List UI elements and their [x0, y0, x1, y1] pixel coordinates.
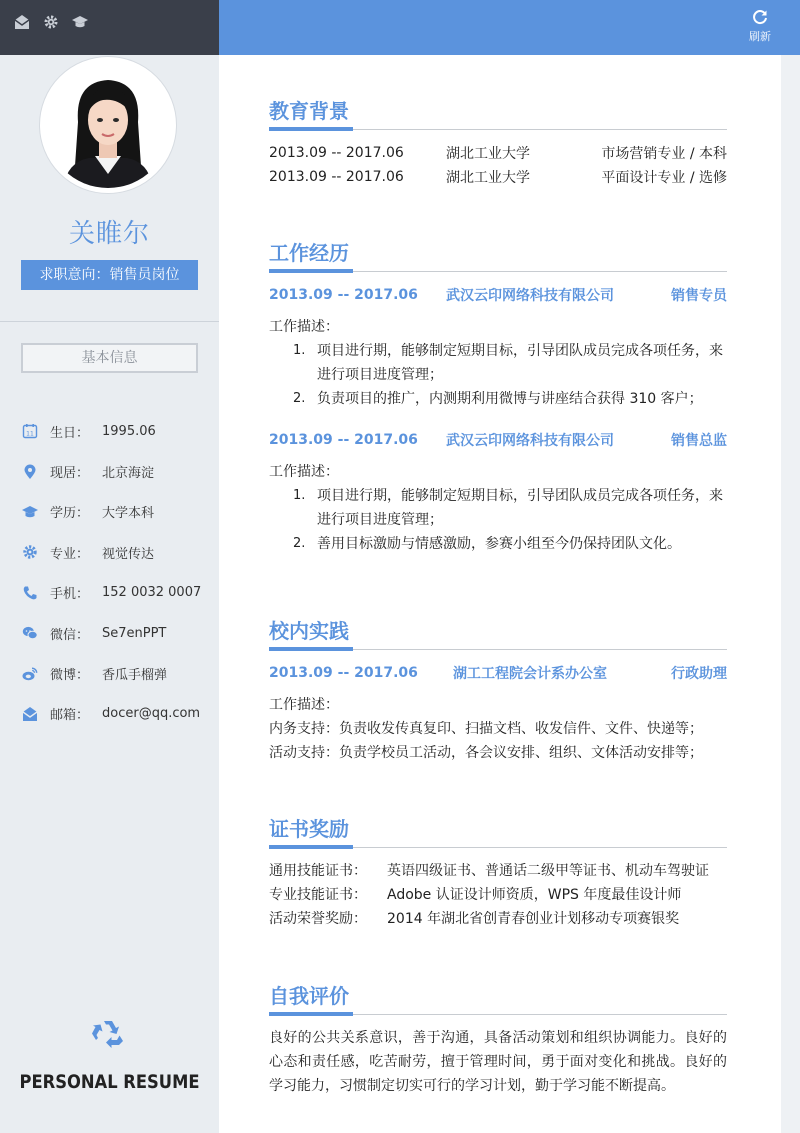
job-duties	[293, 484, 727, 556]
resume-footer-title: PERSONAL RESUME	[19, 1071, 200, 1093]
certificate-label: 活动荣誉奖励：	[269, 911, 367, 927]
section-title: 自我评价	[269, 984, 349, 1008]
certificate-row	[269, 859, 727, 883]
job-header	[269, 283, 727, 307]
period: 2013.09 -- 2017.06	[269, 145, 404, 161]
section-education	[269, 95, 727, 189]
info-value: Se7enPPT	[102, 625, 167, 641]
school: 湖北工业大学	[446, 170, 530, 186]
role: 行政助理	[671, 666, 727, 682]
info-value: docer@qq.com	[102, 706, 201, 722]
sidebar-divider	[0, 321, 219, 322]
list-item	[293, 339, 727, 387]
list-item	[293, 484, 727, 532]
job-intent-badge: 求职意向：销售员岗位	[21, 260, 198, 290]
avatar	[40, 57, 176, 193]
period: 2013.09 -- 2017.06	[269, 432, 418, 448]
section-work	[269, 237, 727, 556]
info-value: 152 0032 0007	[102, 585, 202, 601]
weibo-icon	[22, 666, 38, 682]
period: 2013.09 -- 2017.06	[269, 169, 404, 185]
info-row-email	[22, 694, 212, 734]
section-certificates	[269, 813, 727, 931]
list-number: 2.	[293, 536, 306, 551]
info-value: 香瓜手榴弹	[102, 668, 168, 684]
info-label: 学历：	[50, 506, 90, 522]
basic-info-heading: 基本信息	[21, 343, 198, 373]
wechat-icon	[22, 625, 38, 641]
desc-label: 工作描述：	[269, 697, 339, 713]
desc-label: 工作描述：	[269, 319, 339, 335]
svg-text:11: 11	[26, 430, 34, 438]
refresh-label: 刷新	[749, 30, 771, 43]
info-value: 视觉传达	[102, 546, 155, 562]
section-campus	[269, 615, 727, 765]
role: 销售总监	[671, 433, 727, 449]
refresh-button[interactable]	[742, 8, 778, 44]
certificate-label: 专业技能证书：	[269, 887, 367, 903]
section-rule	[269, 647, 727, 651]
section-title: 教育背景	[269, 99, 349, 123]
list-number: 2.	[293, 391, 306, 406]
job-duties	[293, 339, 727, 411]
period: 2013.09 -- 2017.06	[269, 665, 418, 681]
list-text: 善用目标激励与情感激励，参赛小组至今仍保持团队文化。	[317, 536, 681, 552]
desc-label: 工作描述：	[269, 464, 339, 480]
self-evaluation-text: 良好的公共关系意识，善于沟通，具备活动策划和组织协调能力。良好的心态和责任感，吃苦耐劳，擅于管理时间，勇于面对变化和挑战。良好的学习能力，习惯制定切实可行的学习计划，勤于学习能不断提高。	[269, 1030, 727, 1094]
phone-icon	[22, 585, 38, 601]
major: 市场营销专业 / 本科	[601, 146, 727, 162]
refresh-icon	[751, 8, 769, 26]
section-title: 证书奖励	[269, 817, 349, 841]
company: 武汉云印网络科技有限公司	[446, 433, 614, 449]
page-edge	[781, 55, 800, 1133]
info-label: 微博：	[50, 668, 90, 684]
info-row-major	[22, 532, 212, 572]
organization: 湖工工程院会计系办公室	[453, 666, 607, 682]
school: 湖北工业大学	[446, 146, 530, 162]
list-text: 负责项目的推广，内测期利用微博与讲座结合获得 310 客户；	[317, 391, 703, 407]
top-toolbar-left	[0, 0, 219, 55]
education-row	[269, 165, 727, 189]
section-self-evaluation	[269, 980, 727, 1098]
list-number: 1.	[293, 343, 306, 358]
info-row-phone	[22, 573, 212, 613]
info-label: 微信：	[50, 627, 90, 643]
period: 2013.09 -- 2017.06	[269, 287, 418, 303]
info-value: 大学本科	[102, 506, 155, 522]
job-header	[269, 428, 727, 452]
section-rule	[269, 845, 727, 849]
info-row-wechat	[22, 613, 212, 653]
section-rule	[269, 269, 727, 273]
graduation-icon	[22, 504, 38, 520]
info-label: 专业：	[50, 546, 90, 562]
info-row-education	[22, 492, 212, 532]
certificate-row	[269, 883, 727, 907]
section-title: 工作经历	[269, 241, 349, 265]
mail-icon[interactable]	[14, 14, 30, 30]
certificate-label: 通用技能证书：	[269, 863, 367, 879]
top-toolbar-right	[219, 0, 800, 55]
candidate-name: 关睢尔	[68, 219, 150, 249]
info-row-birthday	[22, 411, 212, 451]
info-value: 北京海淀	[102, 466, 155, 482]
basic-info-list	[22, 411, 212, 734]
section-title: 校内实践	[269, 619, 349, 643]
main-content	[219, 55, 781, 1133]
gear-icon	[22, 544, 38, 560]
sidebar	[0, 55, 219, 1133]
practice-line: 内务支持：负责收发传真复印、扫描文档、收发信件、文件、快递等；	[269, 721, 703, 737]
practice-line: 活动支持：负责学校员工活动，各会议安排、组织、文体活动安排等；	[269, 745, 703, 761]
list-item	[293, 387, 727, 411]
info-value: 1995.06	[102, 423, 156, 439]
calendar-icon	[22, 423, 38, 439]
list-item	[293, 532, 727, 556]
recycle-icon	[91, 1018, 125, 1048]
list-number: 1.	[293, 488, 306, 503]
role: 销售专员	[671, 288, 727, 304]
education-row	[269, 141, 727, 165]
info-row-weibo	[22, 653, 212, 693]
info-label: 现居：	[50, 466, 90, 482]
info-label: 生日：	[50, 425, 90, 441]
certificate-value: 2014 年湖北省创青春创业计划移动专项赛银奖	[387, 911, 680, 927]
list-text: 项目进行期，能够制定短期目标，引导团队成员完成各项任务，来进行项目进度管理；	[317, 488, 723, 528]
graduation-icon[interactable]	[72, 14, 88, 30]
practice-header	[269, 661, 727, 685]
info-label: 邮箱：	[50, 708, 90, 724]
certificate-value: 英语四级证书、普通话二级甲等证书、机动车驾驶证	[387, 863, 709, 879]
mail-icon	[22, 706, 38, 722]
list-text: 项目进行期，能够制定短期目标，引导团队成员完成各项任务，来进行项目进度管理；	[317, 343, 723, 383]
company: 武汉云印网络科技有限公司	[446, 288, 614, 304]
section-rule	[269, 1012, 727, 1016]
info-label: 手机：	[50, 587, 90, 603]
info-row-residence	[22, 451, 212, 491]
certificate-row	[269, 907, 727, 931]
certificate-value: Adobe 认证设计师资质，WPS 年度最佳设计师	[387, 887, 682, 903]
major: 平面设计专业 / 选修	[601, 170, 727, 186]
location-icon	[22, 464, 38, 480]
gear-icon[interactable]	[43, 14, 59, 30]
section-rule	[269, 127, 727, 131]
